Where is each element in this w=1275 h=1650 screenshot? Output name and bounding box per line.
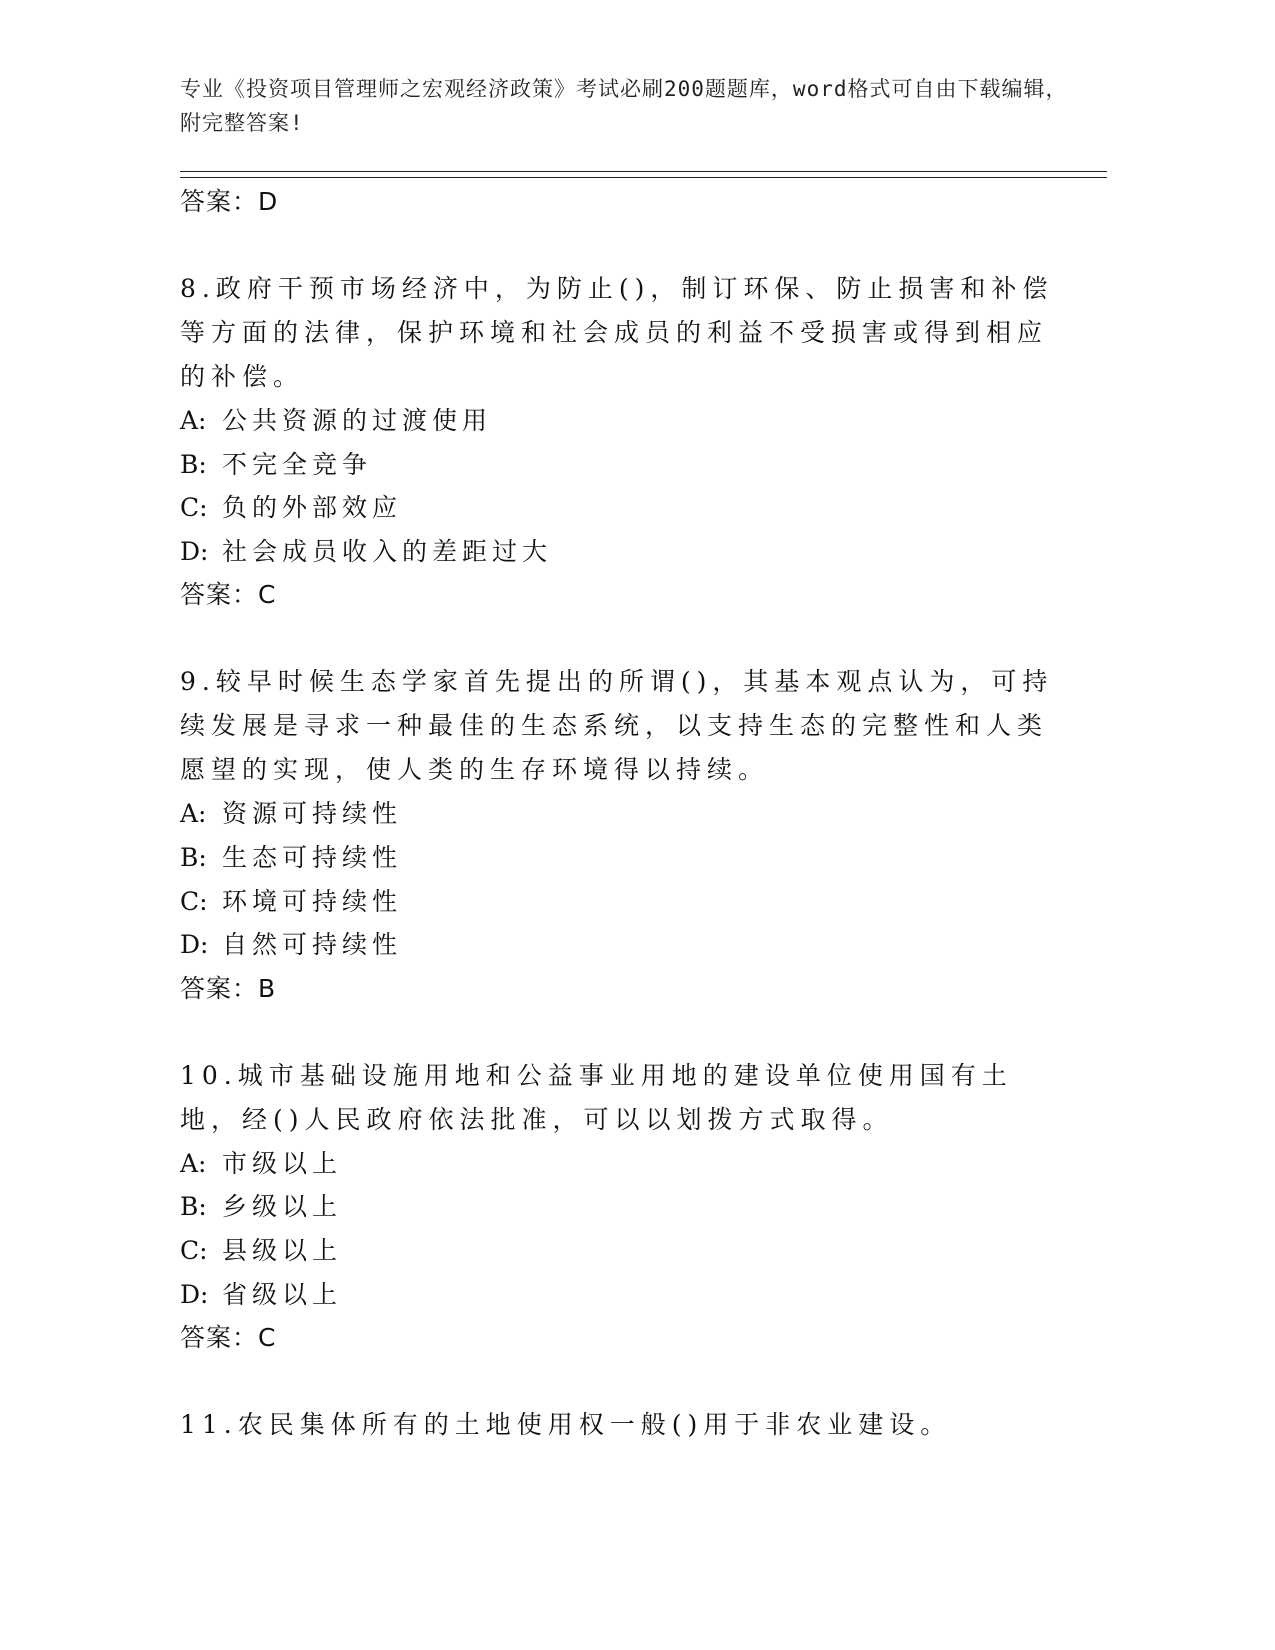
option-key: B: xyxy=(180,1192,207,1222)
question-stem: 11.农民集体所有的土地使用权一般()用于非农业建设。 xyxy=(180,1410,952,1440)
option-d xyxy=(180,923,1060,967)
option-key: B: xyxy=(180,842,207,872)
header-divider xyxy=(180,171,1107,172)
option-text: 负的外部效应 xyxy=(222,493,403,523)
option-key: B: xyxy=(180,449,207,479)
option-key: D: xyxy=(180,930,209,960)
option-text: 社会成员收入的差距过大 xyxy=(222,536,553,566)
option-text: 环境可持续性 xyxy=(222,886,403,916)
option-a xyxy=(180,1142,1060,1186)
question-stem: 9.较早时候生态学家首先提出的所谓()，其基本观点认为，可持续发展是寻求一种最佳的生态系统，以支持生态的完整性和人类愿望的实现，使人类的生存环境得以持续。 xyxy=(180,667,1054,785)
option-text: 乡级以上 xyxy=(222,1192,343,1222)
option-key: D: xyxy=(180,1279,209,1309)
question-9 xyxy=(180,660,1060,1008)
document-body xyxy=(180,182,1060,1447)
question-answer: 答案：C xyxy=(180,580,277,610)
previous-answer: 答案：D xyxy=(180,187,279,216)
question-11 xyxy=(180,1403,1060,1447)
option-key: C: xyxy=(180,886,208,916)
question-stem: 8.政府干预市场经济中，为防止()，制订环保、防止损害和补偿等方面的法律，保护环境和社会成员的利益不受损害或得到相应的补偿。 xyxy=(180,274,1054,391)
option-b xyxy=(180,443,1060,487)
question-stem: 10.城市基础设施用地和公益事业用地的建设单位使用国有土地，经()人民政府依法批准，可以以划拨方式取得。 xyxy=(180,1060,1013,1134)
option-b xyxy=(180,1185,1060,1229)
question-8 xyxy=(180,267,1060,615)
option-b xyxy=(180,836,1060,880)
option-key: A: xyxy=(180,1148,207,1178)
question-answer: 答案：B xyxy=(180,973,277,1003)
option-text: 生态可持续性 xyxy=(222,842,403,872)
option-key: C: xyxy=(180,1235,208,1265)
option-text: 资源可持续性 xyxy=(222,799,403,829)
document-header: 专业《投资项目管理师之宏观经济政策》考试必刷200题题库，word格式可自由下载编辑，附完整答案! xyxy=(180,77,1068,135)
option-a xyxy=(180,399,1060,443)
option-text: 省级以上 xyxy=(222,1279,343,1309)
option-text: 不完全竞争 xyxy=(222,449,373,479)
option-a xyxy=(180,792,1060,836)
option-d xyxy=(180,1273,1060,1317)
question-answer: 答案：C xyxy=(180,1323,277,1353)
option-key: D: xyxy=(180,536,209,566)
option-key: A: xyxy=(180,406,207,435)
option-c xyxy=(180,486,1060,530)
option-d xyxy=(180,530,1060,574)
option-text: 市级以上 xyxy=(222,1148,343,1178)
option-c xyxy=(180,1229,1060,1273)
header-divider-secondary xyxy=(180,177,1107,178)
question-10 xyxy=(180,1054,1060,1358)
option-c xyxy=(180,880,1060,924)
option-key: A: xyxy=(180,799,207,829)
option-text: 公共资源的过渡使用 xyxy=(222,406,493,435)
option-text: 县级以上 xyxy=(222,1235,343,1265)
option-text: 自然可持续性 xyxy=(222,930,403,960)
option-key: C: xyxy=(180,493,208,523)
